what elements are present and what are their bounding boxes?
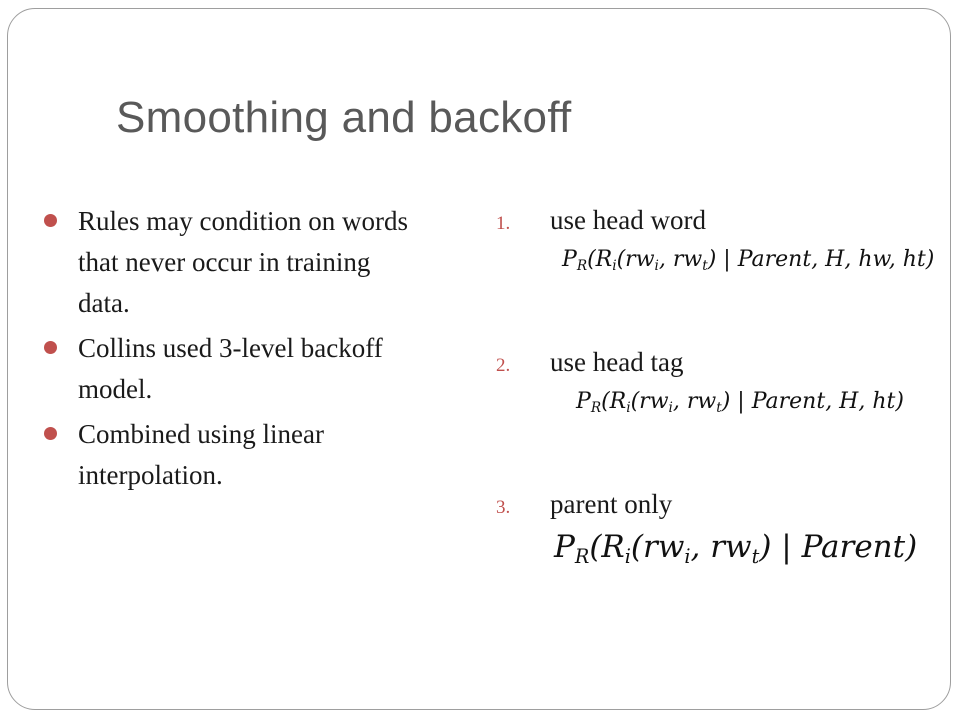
step-label: use head word: [550, 205, 706, 235]
backoff-step: [496, 485, 956, 568]
bullet-text: Combined using linear interpolation.: [78, 419, 324, 490]
step-number: 2.: [496, 355, 511, 376]
bullet-dot-icon: [44, 427, 57, 440]
bullet-dot-icon: [44, 214, 57, 227]
slide-frame: [7, 8, 951, 710]
bullet-list: [8, 201, 428, 500]
backoff-step: [496, 343, 956, 485]
bullet-item: [8, 328, 428, 410]
slide-title: Smoothing and backoff: [116, 93, 572, 142]
bullet-dot-icon: [44, 341, 57, 354]
step-label: parent only: [550, 489, 673, 519]
bullet-item: [8, 414, 428, 496]
step-label: use head tag: [550, 347, 684, 377]
probability-formula: $P_R(R_i(rw_i$, $rw_t$) | Parent, H, hw, ht): [562, 247, 935, 275]
backoff-steps-list: [496, 201, 956, 568]
bullet-item: [8, 201, 428, 324]
probability-formula: $P_R(R_i(rw_i$, $rw_t$) | Parent, H, ht): [576, 389, 904, 417]
bullet-text: Collins used 3-level backoff model.: [78, 333, 383, 404]
backoff-step: [496, 201, 956, 343]
step-number: 1.: [496, 213, 511, 234]
bullet-text: Rules may condition on words that never occur in training data.: [78, 206, 408, 318]
probability-formula: $P_R(R_i(rw_i$, $rw_t$) | Parent): [554, 529, 918, 568]
step-number: 3.: [496, 497, 511, 518]
